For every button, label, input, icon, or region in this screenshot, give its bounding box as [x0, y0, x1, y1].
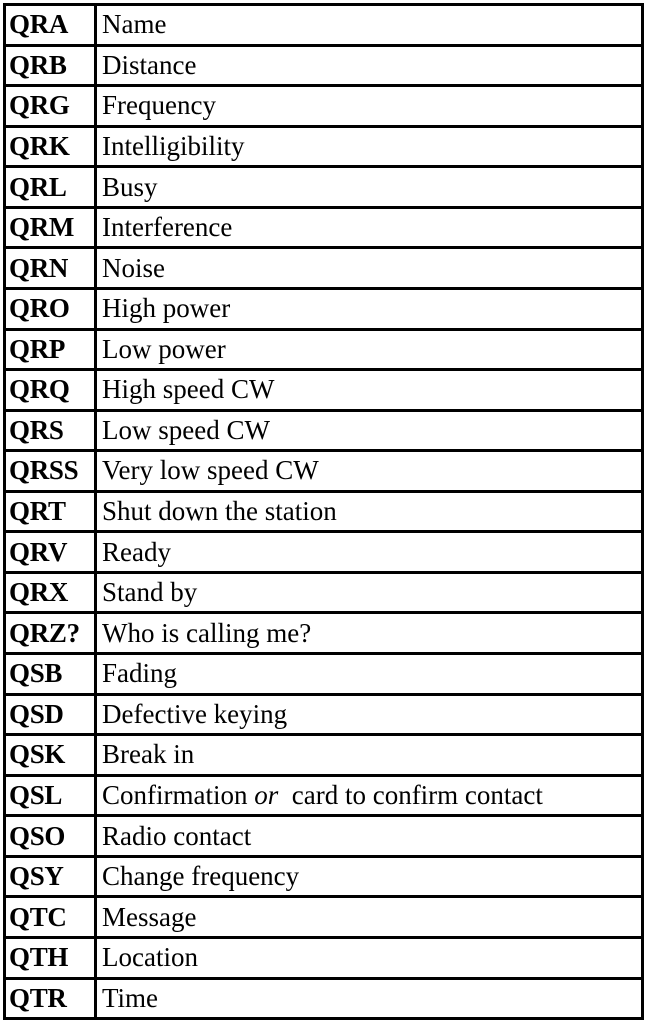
q-code-cell: QRB	[6, 47, 97, 85]
q-code-cell: QSL	[6, 777, 97, 815]
q-code-cell: QSK	[6, 736, 97, 774]
q-code-cell: QTC	[6, 898, 97, 936]
q-code-cell: QRA	[6, 6, 97, 44]
table-row	[6, 47, 641, 88]
table-row	[6, 777, 641, 818]
table-row	[6, 209, 641, 250]
table-row	[6, 980, 641, 1018]
table-row	[6, 696, 641, 737]
meaning-text-rest: card to confirm contact	[291, 779, 543, 810]
meaning-cell: Radio contact	[102, 820, 252, 851]
meaning-cell: High speed CW	[102, 374, 275, 405]
meaning-cell: Ready	[102, 536, 171, 567]
meaning-cell: Break in	[102, 739, 195, 770]
meaning-cell: Shut down the station	[102, 496, 337, 527]
table-row	[6, 736, 641, 777]
q-code-cell: QTR	[6, 980, 97, 1018]
table-row	[6, 371, 641, 412]
meaning-cell: Time	[102, 982, 159, 1013]
table-row	[6, 655, 641, 696]
q-code-cell: QRV	[6, 533, 97, 571]
table-row	[6, 452, 641, 493]
table-row	[6, 493, 641, 534]
q-code-cell: QRP	[6, 331, 97, 369]
meaning-cell: Frequency	[102, 90, 216, 121]
q-code-cell: QSD	[6, 696, 97, 734]
table-row	[6, 858, 641, 899]
meaning-cell: Intelligibility	[102, 130, 245, 161]
table-row	[6, 817, 641, 858]
table-row	[6, 87, 641, 128]
meaning-text: Confirmation	[102, 779, 248, 810]
meaning-cell: Interference	[102, 212, 233, 243]
q-code-cell: QSB	[6, 655, 97, 693]
meaning-cell: Distance	[102, 49, 197, 80]
q-code-cell: QRG	[6, 87, 97, 125]
meaning-cell: Who is calling me?	[102, 617, 312, 648]
table-row	[6, 6, 641, 47]
table-row	[6, 533, 641, 574]
q-code-cell: QRM	[6, 209, 97, 247]
table-row	[6, 331, 641, 372]
q-code-cell: QRQ	[6, 371, 97, 409]
q-code-cell: QSO	[6, 817, 97, 855]
q-code-cell: QRL	[6, 168, 97, 206]
meaning-cell: Low power	[102, 333, 226, 364]
table-row	[6, 898, 641, 939]
meaning-cell: Change frequency	[102, 861, 300, 892]
table-row	[6, 574, 641, 615]
q-code-cell: QRSS	[6, 452, 97, 490]
table-row	[6, 168, 641, 209]
meaning-cell: Defective keying	[102, 698, 288, 729]
meaning-cell: Very low speed CW	[102, 455, 319, 486]
q-code-cell: QRO	[6, 290, 97, 328]
table-row	[6, 412, 641, 453]
table-row	[6, 290, 641, 331]
table-row	[6, 128, 641, 169]
q-code-cell: QTH	[6, 939, 97, 977]
meaning-cell: Stand by	[102, 577, 198, 608]
meaning-cell: Location	[102, 942, 198, 973]
q-code-cell: QRZ?	[6, 614, 97, 652]
q-code-cell: QSY	[6, 858, 97, 896]
meaning-cell: High power	[102, 293, 231, 324]
meaning-cell: Name	[102, 9, 167, 40]
q-code-cell: QRN	[6, 249, 97, 287]
q-code-cell: QRK	[6, 128, 97, 166]
meaning-cell	[97, 777, 641, 815]
meaning-cell: Noise	[102, 252, 165, 283]
meaning-cell: Fading	[102, 658, 178, 689]
meaning-cell: Message	[102, 901, 197, 932]
table-row	[6, 249, 641, 290]
q-code-cell: QRS	[6, 412, 97, 450]
meaning-cell: Low speed CW	[102, 414, 270, 445]
table-row	[6, 614, 641, 655]
table-row	[6, 939, 641, 980]
q-code-table	[3, 3, 644, 1020]
q-code-cell: QRT	[6, 493, 97, 531]
meaning-italic-text: or	[254, 779, 279, 810]
meaning-cell: Busy	[102, 171, 158, 202]
q-code-cell: QRX	[6, 574, 97, 612]
